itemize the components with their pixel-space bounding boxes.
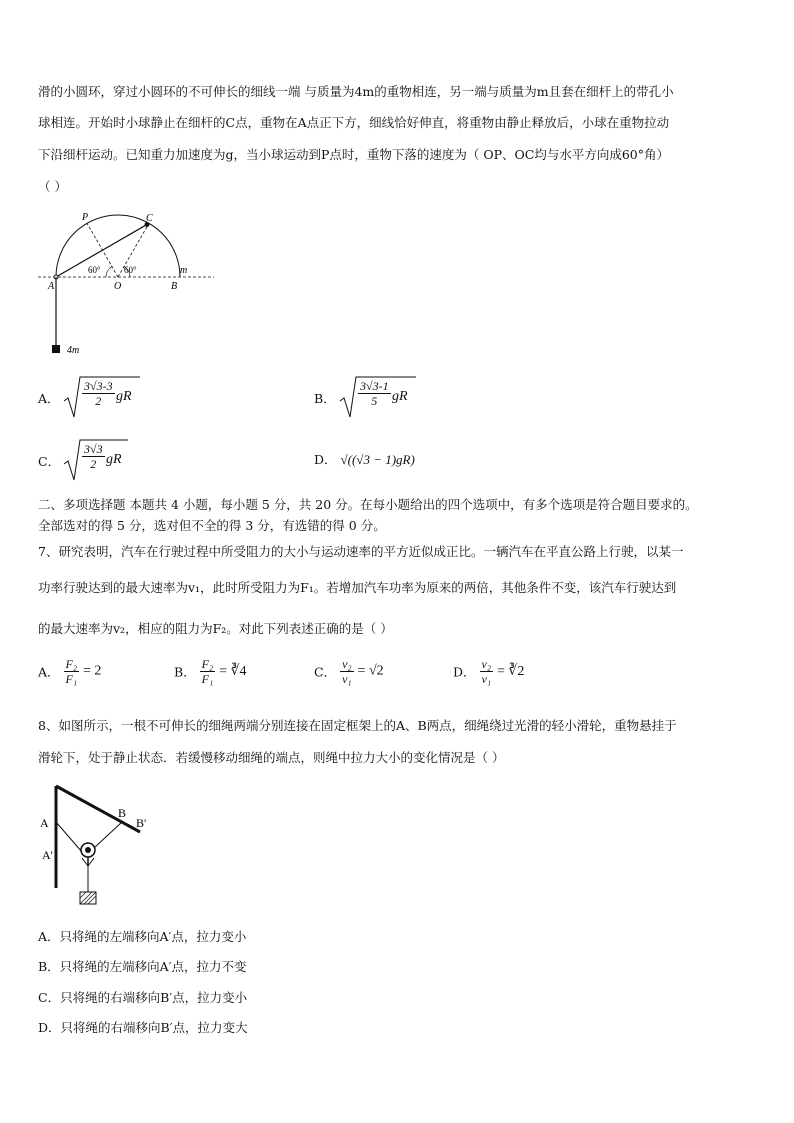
q6-option-d[interactable]	[314, 450, 415, 468]
q7-option-d-num: v₂	[481, 657, 492, 671]
label-m: m	[180, 265, 188, 276]
q8-option-d[interactable]: D．只将绳的右端移向B′点，拉力变大	[38, 1020, 248, 1035]
q6-option-c-num: 3√3	[84, 442, 103, 456]
q8-option-a[interactable]: A．只将绳的左端移向A′点，拉力变小	[38, 929, 247, 944]
label-q8-A: A	[40, 816, 49, 830]
label-q8-A-prime: A'	[42, 848, 53, 862]
q7-option-d-label: D．	[453, 664, 476, 680]
q7-option-a-num: F₂	[65, 657, 78, 671]
label-q8-B-prime: B'	[136, 816, 147, 830]
q7-option-d[interactable]	[453, 657, 524, 686]
q6-line-4: （ ）	[38, 179, 67, 194]
q7-option-c-rhs: = √2	[357, 663, 384, 679]
q6-option-b-label: B．	[314, 391, 336, 406]
section-2-line-1: 二、多项选择题 本题共 4 小题，每小题 5 分，共 20 分。在每小题给出的四个选项中，有多个选项是符合题目要求的。	[38, 497, 698, 512]
q6-option-a-tail: gR	[116, 389, 132, 404]
q8-figure	[36, 780, 166, 915]
label-O: O	[114, 281, 122, 292]
q7-option-c[interactable]	[314, 657, 384, 686]
q7-option-a-den: F₁	[65, 672, 78, 686]
q6-figure	[36, 205, 226, 365]
q7-option-d-rhs: = ∛2	[497, 664, 525, 679]
q7-option-d-den: v₁	[481, 672, 492, 686]
q6-option-b-tail: gR	[392, 389, 408, 404]
q7-option-b-label: B．	[174, 664, 196, 680]
q6-option-b-den: 5	[371, 394, 378, 408]
q6-option-d-label: D．	[314, 452, 337, 467]
q7-line-3: 的最大速率为v₂，相应的阻力为F₂。对此下列表述正确的是（ ）	[38, 621, 393, 636]
q7-option-c-label: C．	[314, 664, 337, 680]
q6-line-1: 滑的小圆环，穿过小圆环的不可伸长的细线一端 与质量为4m的重物相连，另一端与质量为m且套在细杆上的带孔小	[38, 84, 674, 99]
label-q8-B: B	[118, 806, 127, 820]
q6-option-d-expr: √((√3 − 1)gR)	[340, 452, 415, 467]
q7-option-a-rhs: = 2	[83, 663, 102, 679]
q7-option-b[interactable]	[174, 657, 247, 686]
section-2-line-2: 全部选对的得 5 分，选对但不全的得 3 分，有选错的得 0 分。	[38, 518, 386, 533]
q7-option-b-rhs: = ∛4	[219, 664, 247, 679]
q8-line-2: 滑轮下，处于静止状态．若缓慢移动细绳的端点，则绳中拉力大小的变化情况是（ ）	[38, 750, 505, 765]
q6-line-2: 球相连。开始时小球静止在细杆的C点，重物在A点正下方，细线恰好伸直，将重物由静止释放后，小球在重物拉动	[38, 115, 670, 130]
q8-line-1: 8、如图所示，一根不可伸长的细绳两端分别连接在固定框架上的A、B两点，细绳绕过光滑的轻小滑轮，重物悬挂于	[38, 718, 677, 733]
q6-option-a-den: 2	[95, 394, 102, 408]
label-P: P	[82, 212, 89, 223]
q7-option-a[interactable]	[38, 657, 101, 686]
q6-option-a-num: 3√3-3	[84, 379, 113, 393]
q6-option-c-den: 2	[90, 457, 97, 471]
q7-option-c-num: v₂	[342, 657, 352, 671]
q7-line-1: 7、研究表明，汽车在行驶过程中所受阻力的大小与运动速率的平方近似成正比。一辆汽车在平直公路上行驶，以某一	[38, 544, 684, 559]
q6-option-c-label: C．	[38, 454, 61, 469]
label-angle-2: 60°	[124, 265, 137, 275]
q6-option-b-num: 3√3-1	[360, 379, 389, 393]
q8-option-c[interactable]: C．只将绳的右端移向B′点，拉力变小	[38, 990, 248, 1005]
q6-option-c-tail: gR	[106, 452, 122, 467]
q6-option-a-label: A．	[38, 391, 60, 406]
q7-option-a-label: A．	[38, 664, 60, 680]
q7-line-2: 功率行驶达到的最大速率为v₁，此时所受阻力为F₁。若增加汽车功率为原来的两倍，其他条件不变，该汽车行驶达到	[38, 580, 677, 595]
label-A: A	[48, 281, 55, 292]
label-B: B	[171, 281, 178, 292]
q8-option-b[interactable]: B．只将绳的左端移向A′点，拉力不变	[38, 959, 247, 974]
q7-option-b-num: F₂	[201, 657, 214, 671]
label-4m: 4m	[67, 345, 80, 356]
label-C: C	[146, 213, 153, 224]
q7-option-b-den: F₁	[201, 672, 214, 686]
q6-line-3: 下沿细杆运动。已知重力加速度为g，当小球运动到P点时，重物下落的速度为（ OP、OC均与水平方向成60°角）	[38, 147, 670, 162]
q7-option-c-den: v₁	[342, 672, 352, 686]
label-angle-1: 60°	[88, 265, 101, 275]
